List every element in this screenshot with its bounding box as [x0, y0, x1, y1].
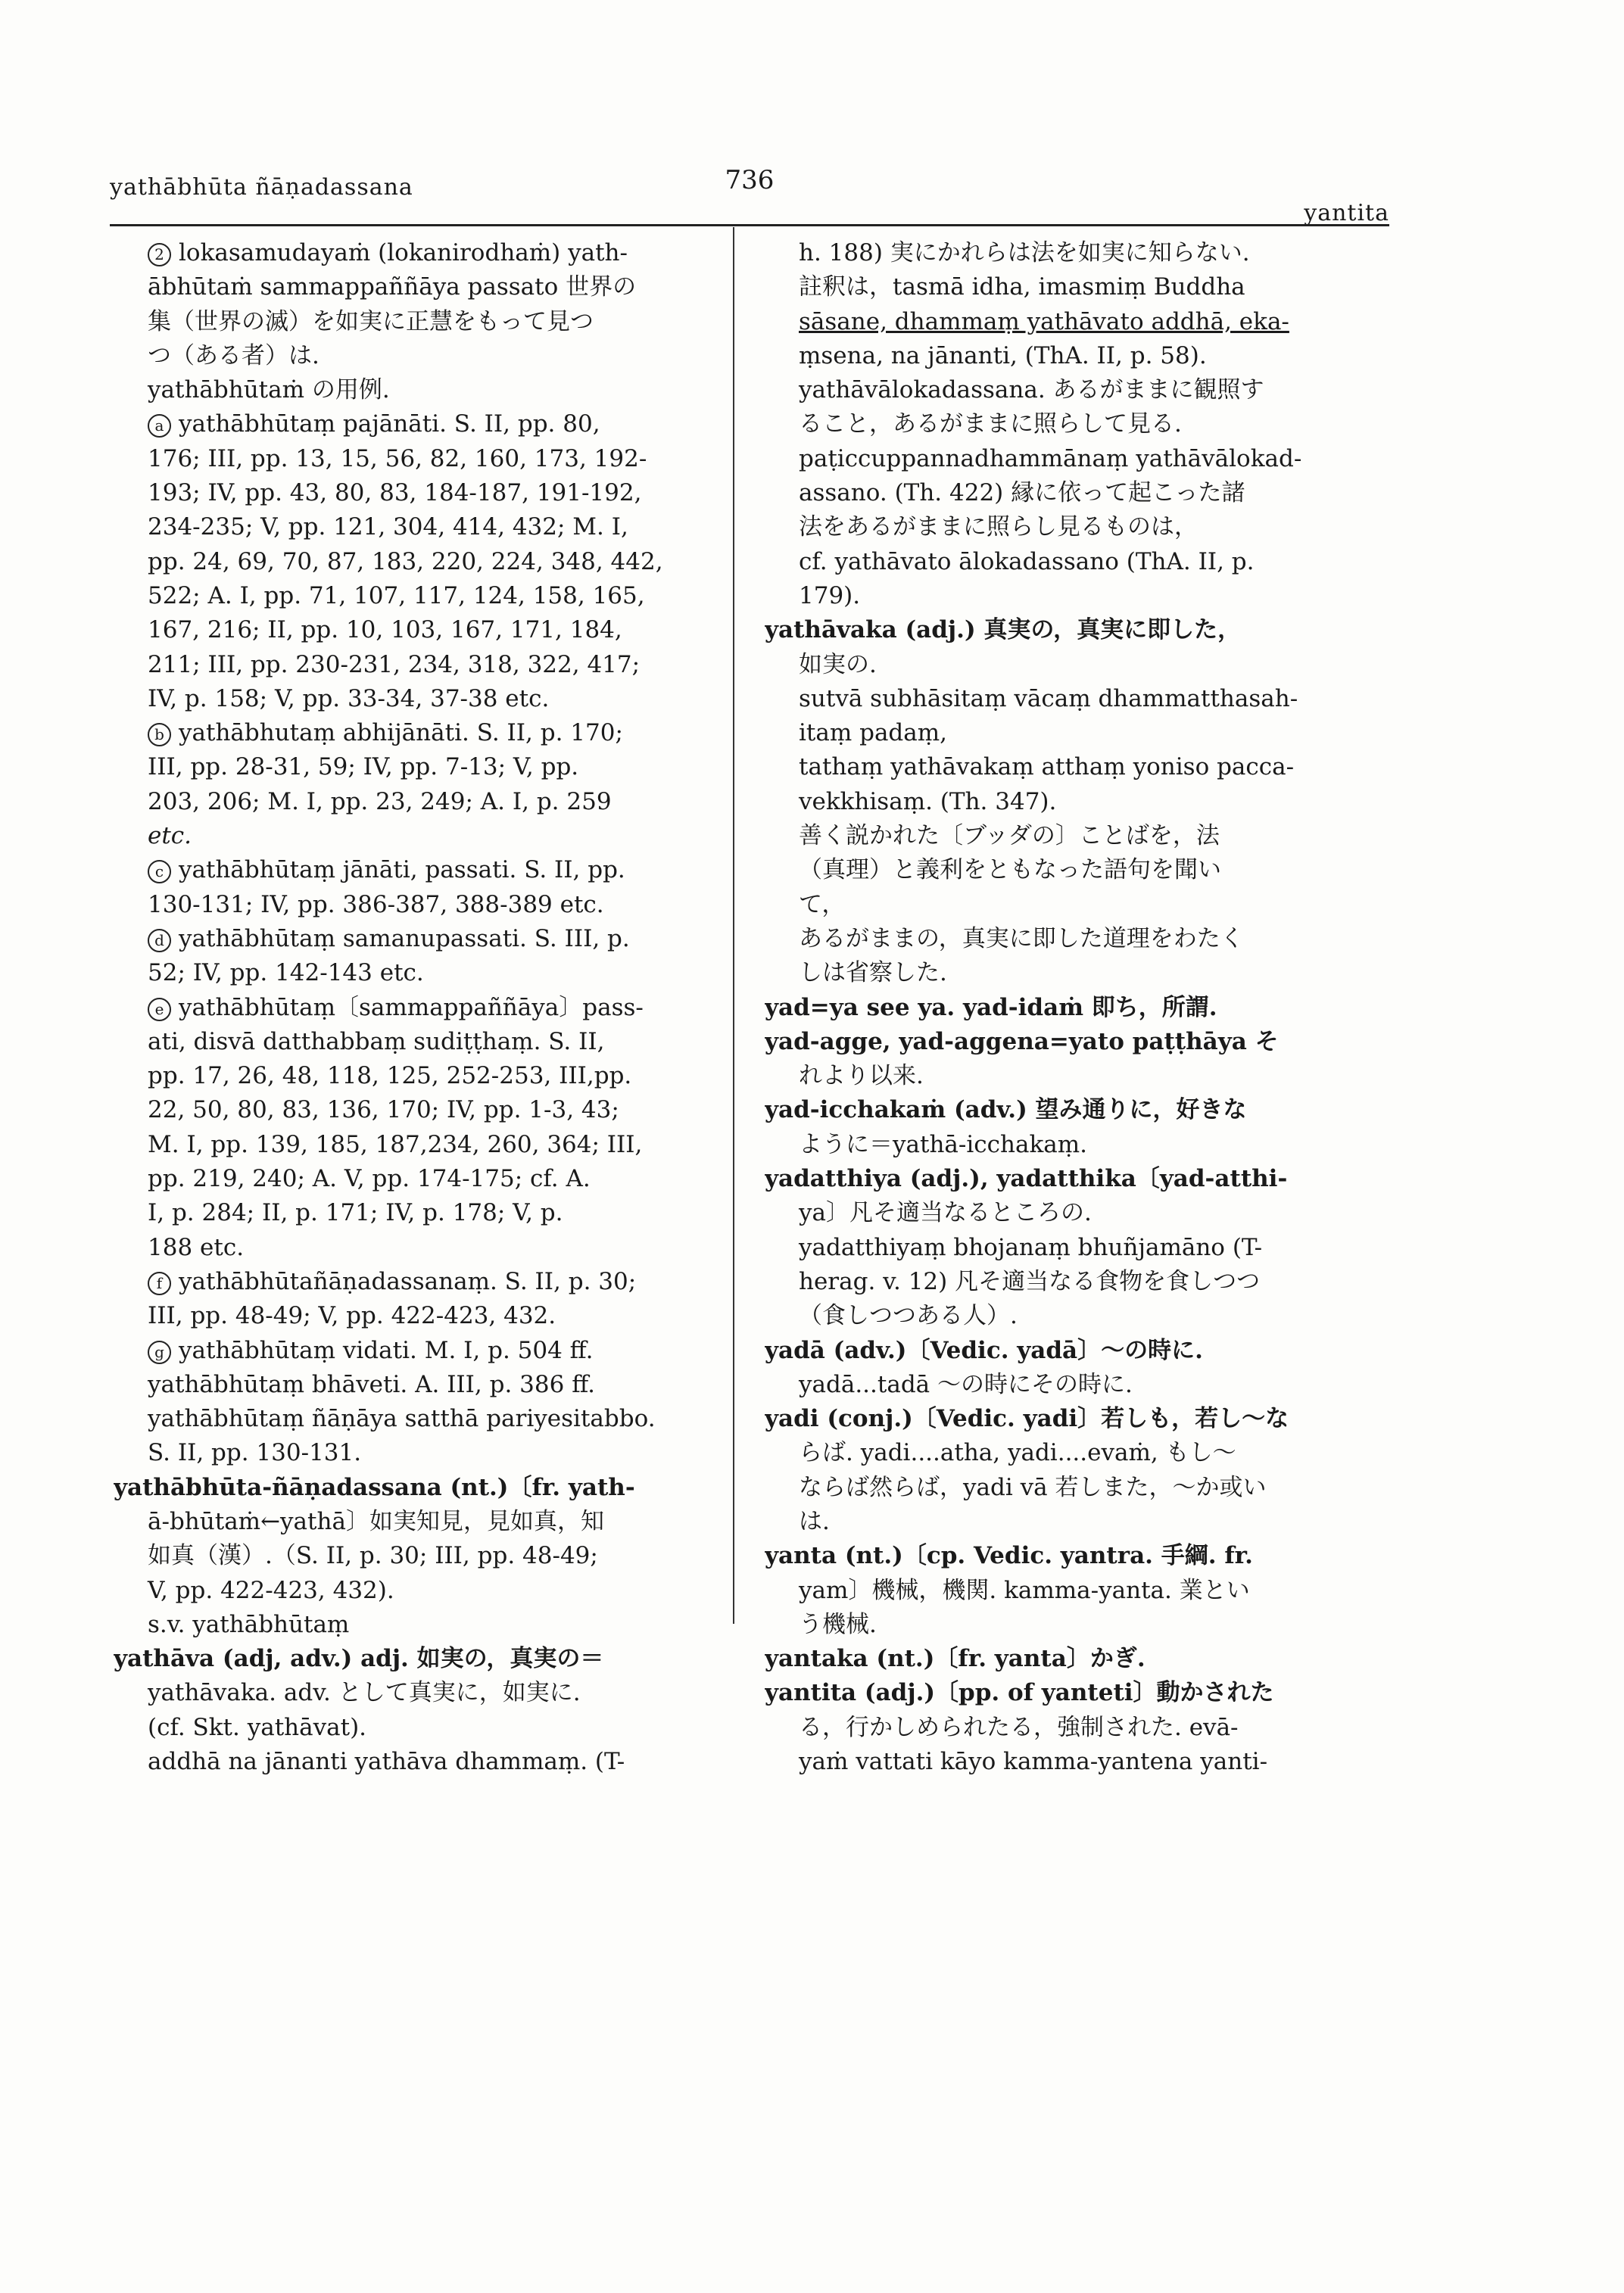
text-line — [114, 922, 712, 956]
line-text: yadi (conj.)〔Vedic. yadi〕若しも，若し～な — [765, 1405, 1289, 1433]
line-text: sāsane, dhammaṃ yathāvato addhā, eka- — [799, 307, 1289, 335]
line-text: ati, disvā datthabbaṃ sudiṭṭhaṃ. S. II, — [148, 1027, 605, 1055]
line-text: らば. yadi....atha, yadi....evaṁ, もし～ — [799, 1439, 1236, 1467]
line-text: yadatthiya (adj.), yadatthika〔yad-atthi- — [765, 1165, 1288, 1193]
text-line — [765, 991, 1389, 1025]
line-text: I, p. 284; II, p. 171; IV, p. 178; V, p. — [148, 1199, 563, 1227]
text-line — [765, 373, 1389, 407]
text-line — [114, 270, 712, 304]
text-line — [765, 270, 1389, 304]
line-text: lokasamudayaṁ (lokanirodhaṁ) yath- — [179, 239, 628, 266]
circled-marker: e — [148, 998, 171, 1021]
circled-marker: f — [148, 1272, 171, 1295]
text-line — [765, 579, 1389, 613]
text-line — [765, 716, 1389, 750]
text-line — [114, 545, 712, 579]
line-text: う機械. — [799, 1610, 877, 1638]
text-line — [765, 1402, 1389, 1436]
text-line — [114, 1745, 712, 1779]
text-line — [114, 1265, 712, 1299]
text-line — [114, 1505, 712, 1539]
line-text: ābhūtaṁ sammappaññāya passato 世界の — [148, 273, 637, 301]
line-text: yathābhūtaṃ〔sammappaññāya〕pass- — [179, 993, 644, 1021]
text-line — [765, 1642, 1389, 1676]
circled-marker: b — [148, 723, 171, 746]
text-line — [114, 1162, 712, 1196]
line-text: 22, 50, 80, 83, 136, 170; IV, pp. 1-3, 43; — [148, 1096, 619, 1124]
text-line — [114, 510, 712, 544]
text-line — [765, 648, 1389, 682]
line-text: ṃsena, na jānanti, (ThA. II, p. 58). — [799, 341, 1207, 369]
line-text: assano. (Th. 422) 縁に依って起こった諸 — [799, 479, 1245, 507]
text-line — [765, 1471, 1389, 1505]
line-text: yam〕機械，機関. kamma-yanta. 業とい — [799, 1576, 1250, 1604]
text-line — [114, 888, 712, 922]
line-text: 193; IV, pp. 43, 80, 83, 184-187, 191-192, — [148, 479, 642, 507]
line-text: yathābhūtaṃ ñāṇāya satthā pariyesitabbo. — [148, 1405, 656, 1433]
line-text: ā-bhūtaṁ←yathā〕如実知見，見如真，知 — [148, 1507, 604, 1535]
text-line — [765, 1574, 1389, 1608]
text-line — [765, 819, 1389, 853]
line-text: M. I, pp. 139, 185, 187,234, 260, 364; III, — [148, 1130, 643, 1158]
line-text: h. 188) 実にかれらは法を如実に知らない. — [799, 239, 1250, 266]
text-line — [114, 1196, 712, 1230]
text-line — [765, 888, 1389, 922]
line-text: 211; III, pp. 230-231, 234, 318, 322, 417; — [148, 650, 641, 678]
line-text: sutvā subhāsitaṃ vācaṃ dhammatthasah- — [799, 684, 1298, 712]
text-line — [765, 922, 1389, 956]
text-line — [114, 819, 712, 853]
text-line — [765, 956, 1389, 990]
line-text: 167, 216; II, pp. 10, 103, 167, 171, 184, — [148, 616, 622, 644]
text-line — [114, 442, 712, 476]
line-text: yad-agge, yad-aggena=yato paṭṭhāya そ — [765, 1027, 1279, 1055]
line-text: yathābhūtaṃ samanupassati. S. III, p. — [179, 924, 630, 952]
text-line — [114, 1676, 712, 1710]
line-text: 集（世界の滅）を如実に正慧をもって見つ — [148, 307, 594, 335]
column-divider — [733, 227, 734, 1624]
text-line — [765, 339, 1389, 373]
circled-marker: d — [148, 929, 171, 952]
line-text: 註釈は，tasmā idha, imasmiṃ Buddha — [799, 273, 1245, 301]
text-line — [765, 407, 1389, 441]
text-line — [114, 682, 712, 716]
circled-marker: a — [148, 414, 171, 438]
text-line — [114, 1574, 712, 1608]
text-line — [765, 236, 1389, 270]
text-line — [114, 956, 712, 990]
circled-marker: c — [148, 860, 171, 883]
line-text: yadatthiyaṃ bhojanaṃ bhuñjamāno (T- — [799, 1233, 1263, 1261]
text-line — [765, 1025, 1389, 1059]
line-text: cf. yathāvato ālokadassano (ThA. II, p. — [799, 547, 1255, 575]
line-text: yad-icchakaṁ (adv.) 望み通りに，好きな — [765, 1096, 1247, 1124]
line-text: yathāvālokadassana. あるがままに観照す — [799, 376, 1264, 404]
text-line — [114, 648, 712, 682]
text-line — [765, 510, 1389, 544]
line-text: 如真（漢）.（S. II, p. 30; III, pp. 48-49; — [148, 1542, 598, 1570]
text-line — [765, 1368, 1389, 1402]
line-text: herag. v. 12) 凡そ適当なる食物を食しつつ — [799, 1267, 1261, 1295]
text-line — [765, 750, 1389, 784]
line-text: yathābhūtaṃ pajānāti. S. II, pp. 80, — [179, 410, 600, 438]
text-line — [765, 1745, 1389, 1779]
header-rule — [110, 224, 1389, 226]
line-text: （食しつつある人）. — [799, 1302, 1018, 1330]
line-text: 234-235; V, pp. 121, 304, 414, 432; M. I, — [148, 513, 628, 541]
text-line — [114, 1334, 712, 1368]
line-text: つ（ある者）は. — [148, 341, 320, 369]
text-line — [114, 853, 712, 887]
line-text: III, pp. 28-31, 59; IV, pp. 7-13; V, pp. — [148, 753, 579, 781]
text-line — [114, 407, 712, 441]
header-right-guideword: yantita — [1304, 200, 1389, 226]
text-line — [765, 785, 1389, 819]
header-left-guideword: yathābhūta ñāṇadassana — [110, 174, 413, 201]
line-text: ならば然らば，yadi vā 若しまた，～か或い — [799, 1473, 1267, 1501]
line-text: （真理）と義利をともなった語句を聞い — [799, 856, 1221, 884]
line-text: s.v. yathābhūtaṃ — [148, 1610, 350, 1638]
line-text: yathāva (adj, adv.) adj. 如実の，真実の＝ — [114, 1645, 604, 1673]
line-text: pp. 219, 240; A. V, pp. 174-175; cf. A. — [148, 1165, 591, 1193]
line-text: yathāvaka (adj.) 真実の，真実に即した， — [765, 616, 1242, 644]
text-line — [114, 1539, 712, 1573]
line-text: yathābhutaṃ abhijānāti. S. II, p. 170; — [179, 719, 623, 747]
line-text: etc. — [148, 822, 192, 850]
line-text: yadā (adv.)〔Vedic. yadā〕～の時に. — [765, 1336, 1203, 1364]
text-line — [114, 1128, 712, 1162]
line-text: 203, 206; M. I, pp. 23, 249; A. I, p. 259 — [148, 787, 612, 815]
text-line — [765, 1539, 1389, 1573]
line-text: addhā na jānanti yathāva dhammaṃ. (T- — [148, 1748, 625, 1776]
line-text: yathābhūtaṃ vidati. M. I, p. 504 ff. — [179, 1336, 594, 1364]
text-line — [114, 1299, 712, 1333]
line-text: 善く説かれた〔ブッダの〕ことばを，法 — [799, 822, 1220, 850]
text-line — [765, 682, 1389, 716]
text-line — [765, 1334, 1389, 1368]
text-line — [765, 1196, 1389, 1230]
text-line — [765, 613, 1389, 647]
line-text: ること，あるがままに照らして見る. — [799, 410, 1182, 438]
line-text: yathābhūtañāṇadassanaṃ. S. II, p. 30; — [179, 1267, 637, 1295]
circled-marker: g — [148, 1341, 171, 1364]
line-text: tathaṃ yathāvakaṃ atthaṃ yoniso pacca- — [799, 753, 1295, 781]
line-text: 52; IV, pp. 142-143 etc. — [148, 959, 424, 987]
text-line — [114, 1093, 712, 1127]
line-text: yathābhūta-ñāṇadassana (nt.)〔fr. yath- — [114, 1473, 635, 1501]
right-column — [765, 236, 1389, 1779]
text-line — [114, 1711, 712, 1745]
line-text: yathāvaka. adv. として真実に，如実に. — [148, 1679, 581, 1707]
text-line — [765, 1676, 1389, 1710]
line-text: paṭiccuppannadhammānaṃ yathāvālokad- — [799, 444, 1302, 472]
line-text: yantita (adj.)〔pp. of yanteti〕動かされた — [765, 1679, 1274, 1707]
line-text: 188 etc. — [148, 1233, 245, 1261]
line-text: III, pp. 48-49; V, pp. 422-423, 432. — [148, 1302, 556, 1330]
line-text: itaṃ padaṃ, — [799, 719, 948, 747]
text-line — [114, 373, 712, 407]
text-line — [765, 1162, 1389, 1196]
line-text: ように＝yathā-icchakaṃ. — [799, 1130, 1087, 1158]
text-line — [114, 613, 712, 647]
text-line — [114, 1642, 712, 1676]
text-line — [765, 1505, 1389, 1539]
line-text: (cf. Skt. yathāvat). — [148, 1713, 367, 1741]
line-text: vekkhisaṃ. (Th. 347). — [799, 787, 1057, 815]
line-text: 130-131; IV, pp. 386-387, 388-389 etc. — [148, 890, 604, 918]
text-line — [114, 1059, 712, 1093]
line-text: 522; A. I, pp. 71, 107, 117, 124, 158, 165, — [148, 581, 645, 609]
line-text: pp. 17, 26, 48, 118, 125, 252-253, III,pp. — [148, 1062, 632, 1090]
line-text: yadā...tadā ～の時にその時に. — [799, 1370, 1133, 1398]
line-text: て， — [799, 890, 846, 918]
text-line — [765, 545, 1389, 579]
text-line — [765, 1299, 1389, 1333]
text-line — [765, 442, 1389, 476]
line-text: pp. 24, 69, 70, 87, 183, 220, 224, 348, 442, — [148, 547, 663, 575]
line-text: yantaka (nt.)〔fr. yanta〕かぎ. — [765, 1645, 1146, 1673]
line-text: ya〕凡そ適当なるところの. — [799, 1199, 1092, 1227]
line-text: yanta (nt.)〔cp. Vedic. yantra. 手綱. fr. — [765, 1542, 1253, 1570]
text-line — [114, 785, 712, 819]
text-line — [765, 1093, 1389, 1127]
line-text: yad=ya see ya. yad-idaṁ 即ち，所謂. — [765, 993, 1217, 1021]
line-text: 179). — [799, 581, 861, 609]
text-line — [114, 1231, 712, 1265]
line-text: あるがままの，真実に即した道理をわたく — [799, 924, 1244, 952]
text-line — [114, 750, 712, 784]
text-line — [765, 1059, 1389, 1093]
line-text: れより以来. — [799, 1062, 924, 1090]
text-line — [114, 1025, 712, 1059]
text-line — [765, 476, 1389, 510]
text-line — [114, 236, 712, 270]
text-line — [114, 476, 712, 510]
line-text: る，行かしめられたる，強制された. evā- — [799, 1713, 1239, 1741]
line-text: 176; III, pp. 13, 15, 56, 82, 160, 173, 192- — [148, 444, 647, 472]
text-line — [114, 579, 712, 613]
line-text: 如実の. — [799, 650, 877, 678]
text-line — [765, 853, 1389, 887]
circled-marker: 2 — [148, 243, 171, 266]
text-line — [114, 305, 712, 339]
text-line — [114, 1608, 712, 1642]
text-line — [114, 991, 712, 1025]
line-text: IV, p. 158; V, pp. 33-34, 37-38 etc. — [148, 684, 550, 712]
text-line — [114, 339, 712, 373]
page-number: 736 — [725, 165, 775, 195]
text-line — [114, 1436, 712, 1470]
text-line — [765, 1128, 1389, 1162]
text-line — [114, 1471, 712, 1505]
left-column — [114, 236, 712, 1779]
text-line — [765, 1231, 1389, 1265]
text-line — [114, 1402, 712, 1436]
line-text: yathābhūtaṁ の用例. — [148, 376, 390, 404]
text-line — [765, 1608, 1389, 1642]
text-line — [765, 1711, 1389, 1745]
text-line — [114, 716, 712, 750]
line-text: yathābhūtaṃ bhāveti. A. III, p. 386 ff. — [148, 1370, 595, 1398]
line-text: yaṁ vattati kāyo kamma-yantena yanti- — [799, 1748, 1268, 1776]
text-line — [765, 1265, 1389, 1299]
line-text: は. — [799, 1507, 830, 1535]
text-line — [765, 305, 1389, 339]
line-text: V, pp. 422-423, 432). — [148, 1576, 394, 1604]
line-text: S. II, pp. 130-131. — [148, 1439, 362, 1467]
line-text: 法をあるがままに照らし見るものは， — [799, 513, 1198, 541]
line-text: しは省察した. — [799, 959, 947, 987]
line-text: yathābhūtaṃ jānāti, passati. S. II, pp. — [179, 856, 625, 884]
text-line — [765, 1436, 1389, 1470]
text-line — [114, 1368, 712, 1402]
page-header — [110, 165, 1389, 226]
